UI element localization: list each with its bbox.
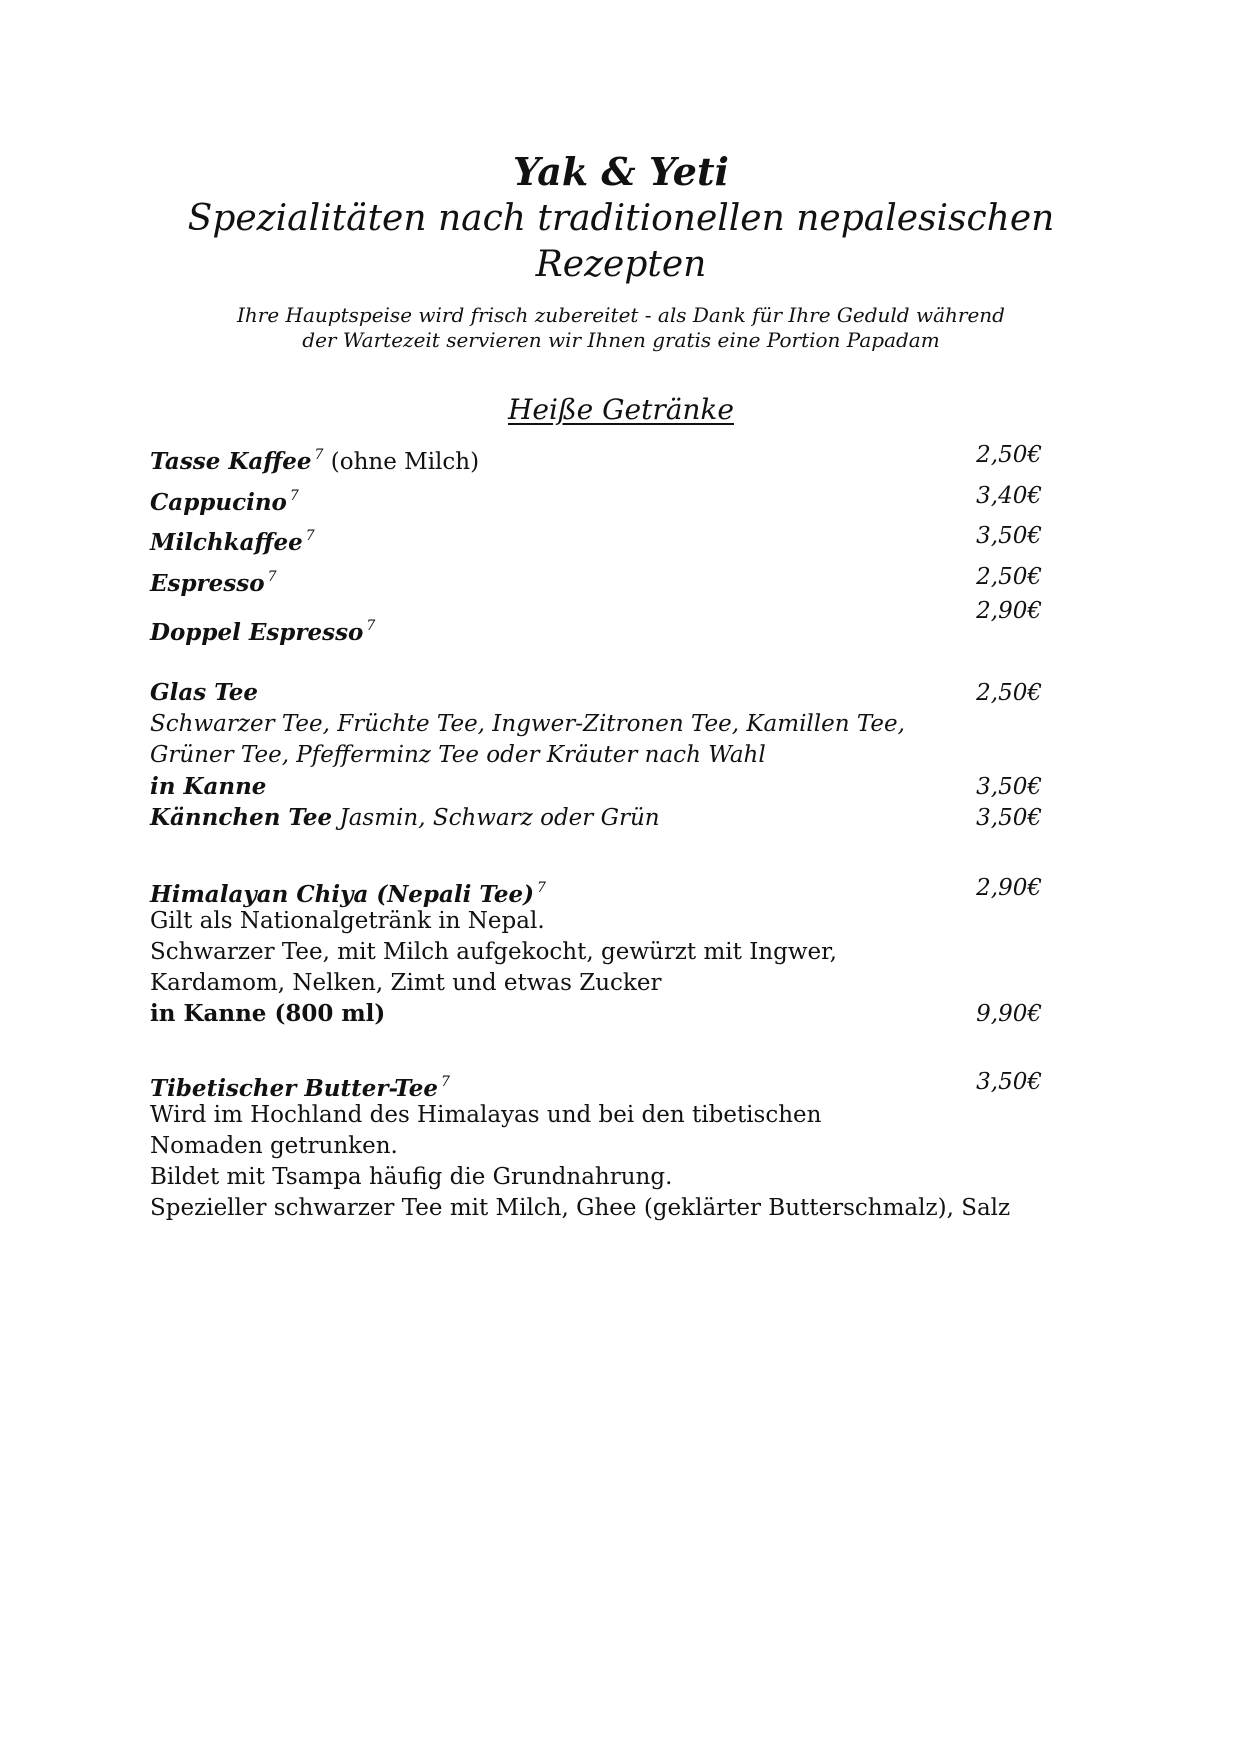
item-name: Tasse Kaffee xyxy=(150,448,312,475)
tea-name: Glas Tee xyxy=(150,679,258,706)
restaurant-name: Yak & Yeti xyxy=(513,149,729,194)
item-name: Doppel Espresso xyxy=(150,619,364,646)
chiya-description-line-1: Gilt als Nationalgetränk in Nepal. xyxy=(150,908,545,934)
subtitle-line-2: Rezepten xyxy=(535,244,707,285)
allergen-mark: 7 xyxy=(289,488,299,504)
small-pot-description: Jasmin, Schwarz oder Grün xyxy=(332,805,660,831)
chiya-description-line-2: Schwarzer Tee, mit Milch aufgekocht, gewürzt mit Ingwer, xyxy=(150,939,837,965)
menu-item xyxy=(150,481,299,518)
tea-pot-label: in Kanne xyxy=(150,773,267,800)
allergen-mark: 7 xyxy=(441,1074,450,1090)
subtitle-line-1: Spezialitäten nach traditionellen nepalesischen xyxy=(187,198,1055,239)
menu-item xyxy=(150,562,276,599)
tea-pot-price: 3,50€ xyxy=(976,774,1042,800)
butter-tea-description-line-4: Spezieller schwarzer Tee mit Milch, Ghee (geklärter Butterschmalz), Salz xyxy=(150,1195,1011,1221)
allergen-mark: 7 xyxy=(305,528,315,544)
chiya-pot-price: 9,90€ xyxy=(976,1001,1042,1027)
menu-item xyxy=(150,611,375,648)
butter-tea-item xyxy=(150,1067,450,1104)
item-price: 2,50€ xyxy=(976,442,1042,468)
tea-description-line-2: Grüner Tee, Pfefferminz Tee oder Kräuter nach Wahl xyxy=(150,742,766,768)
chiya-item xyxy=(150,873,546,910)
item-price: 3,40€ xyxy=(976,483,1042,509)
butter-tea-price: 3,50€ xyxy=(976,1069,1042,1095)
allergen-mark: 7 xyxy=(366,618,376,634)
small-pot-name: Kännchen Tee xyxy=(150,804,333,831)
allergen-mark: 7 xyxy=(267,569,277,585)
small-pot-item xyxy=(150,803,660,833)
small-pot-price: 3,50€ xyxy=(976,805,1042,831)
item-price: 2,90€ xyxy=(976,598,1042,624)
chiya-pot-label: in Kanne (800 ml) xyxy=(150,1000,386,1027)
tea-description-line-1: Schwarzer Tee, Früchte Tee, Ingwer-Zitronen Tee, Kamillen Tee, xyxy=(150,711,905,737)
chiya-description-line-3: Kardamom, Nelken, Zimt und etwas Zucker xyxy=(150,970,662,996)
butter-tea-description-line-1: Wird im Hochland des Himalayas und bei den tibetischen xyxy=(150,1102,822,1128)
butter-tea-description-line-3: Bildet mit Tsampa häufig die Grundnahrung. xyxy=(150,1164,673,1190)
item-note: (ohne Milch) xyxy=(323,449,480,475)
intro-line-2: der Wartezeit servieren wir Ihnen gratis eine Portion Papadam xyxy=(302,328,940,352)
item-name: Milchkaffee xyxy=(150,529,303,556)
chiya-price: 2,90€ xyxy=(976,875,1042,901)
item-name: Espresso xyxy=(150,570,265,597)
chiya-name: Himalayan Chiya (Nepali Tee) xyxy=(150,881,535,908)
tea-price: 2,50€ xyxy=(976,680,1042,706)
butter-tea-name: Tibetischer Butter-Tee xyxy=(150,1075,439,1102)
item-price: 3,50€ xyxy=(976,523,1042,549)
section-title: Heiße Getränke xyxy=(508,393,734,426)
item-name: Cappucino xyxy=(150,489,287,516)
butter-tea-description-line-2: Nomaden getrunken. xyxy=(150,1133,398,1159)
intro-line-1: Ihre Hauptspeise wird frisch zubereitet - als Dank für Ihre Geduld während xyxy=(237,303,1005,327)
allergen-mark: 7 xyxy=(314,447,324,463)
menu-item xyxy=(150,521,315,558)
menu-item xyxy=(150,440,479,477)
allergen-mark: 7 xyxy=(537,880,546,896)
item-price: 2,50€ xyxy=(976,564,1042,590)
